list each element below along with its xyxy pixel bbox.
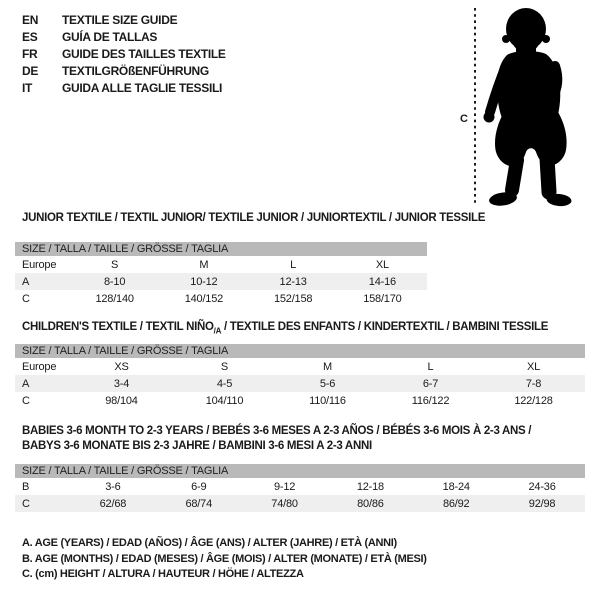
row-label: Europe	[22, 360, 57, 373]
table-row	[15, 358, 585, 375]
lang-label: TEXTILGRÖßENFÜHRUNG	[62, 64, 209, 78]
size-cell: 116/122	[411, 394, 450, 407]
size-cell: 68/74	[185, 497, 212, 510]
footnote-a: A. AGE (YEARS) / EDAD (AÑOS) / ÂGE (ANS) / ALTER (JAHRE) / ETÀ (ANNI)	[22, 537, 397, 549]
babies-section-title	[22, 424, 531, 454]
size-cell: 24-36	[528, 480, 556, 493]
size-cell: 14-16	[368, 275, 396, 288]
size-cell: S	[220, 360, 229, 373]
baby-ear-left	[502, 35, 510, 43]
lang-row-es	[22, 29, 226, 46]
table-row	[15, 392, 585, 409]
junior-size-table	[15, 242, 427, 307]
lang-row-it	[22, 80, 226, 97]
toddler-silhouette-icon	[460, 0, 600, 215]
babies-size-table	[15, 464, 585, 512]
legend-footnotes	[22, 536, 427, 583]
footnote-c: C. (cm) HEIGHT / ALTURA / HAUTEUR / HÖHE / ALTEZZA	[22, 568, 304, 580]
lang-label: GUÍA DE TALLAS	[62, 30, 158, 44]
size-cell: 110/116	[309, 394, 346, 407]
size-cell: 140/152	[184, 292, 224, 305]
table-row	[15, 375, 585, 392]
size-cell: 4-5	[216, 377, 233, 390]
size-cell: 10-12	[190, 275, 218, 288]
lang-code: IT	[22, 81, 33, 95]
babies-title-line1: BABIES 3-6 MONTH TO 2-3 YEARS / BEBÉS 3-6 MESES A 2-3 AÑOS / BÉBÉS 3-6 MOIS À 2-3 ANS /	[22, 425, 532, 437]
size-cell: 86/92	[442, 497, 470, 510]
baby-arm-right	[552, 66, 557, 98]
size-cell: M	[199, 258, 209, 271]
row-label: C	[22, 497, 30, 510]
size-cell: S	[111, 258, 119, 271]
size-cell: 158/170	[363, 292, 402, 305]
table-row	[15, 478, 585, 495]
size-cell: 12-13	[279, 275, 307, 288]
babies-title-line2: BABYS 3-6 MONATE BIS 2-3 JAHRE / BAMBINI 3-6 MESI A 2-3 ANNI	[22, 440, 372, 452]
baby-ear-right	[542, 35, 550, 43]
size-cell: 7-8	[525, 377, 542, 390]
row-label: A	[22, 377, 30, 390]
size-cell: 74/80	[271, 497, 298, 510]
row-label: A	[22, 275, 30, 288]
lang-row-fr	[22, 46, 226, 63]
size-cell: XS	[114, 360, 129, 373]
baby-leg-left	[512, 160, 517, 190]
language-header-block	[22, 12, 226, 97]
size-cell: 152/158	[273, 292, 313, 305]
baby-shorts	[495, 112, 567, 166]
size-cell: 128/140	[95, 292, 134, 305]
height-measure-label: C	[460, 113, 468, 125]
lang-code: ES	[22, 30, 38, 44]
lang-label: GUIDE DES TAILLES TEXTILE	[62, 47, 226, 61]
row-label: C	[22, 292, 30, 305]
size-cell: 6-9	[191, 480, 207, 493]
lang-code: EN	[22, 13, 39, 27]
footnote-b: B. AGE (MONTHS) / EDAD (MESES) / ÂGE (MOIS) / ALTER (MONATE) / ETÀ (MESI)	[22, 552, 427, 565]
table-row	[15, 290, 427, 307]
size-cell: 80/86	[357, 497, 384, 510]
size-cell: 104/110	[205, 394, 244, 407]
size-cell: 18-24	[442, 480, 470, 493]
children-title-post: / TEXTILE DES ENFANTS / KINDERTEXTIL / BAMBINI TESSILE	[221, 321, 549, 333]
size-cell: 5-6	[319, 377, 336, 390]
row-label: Europe	[22, 258, 57, 271]
size-cell: L	[290, 258, 297, 271]
size-cell: 62/68	[99, 497, 127, 510]
size-cell: 9-12	[273, 480, 296, 493]
baby-leg-right	[547, 158, 549, 192]
table-row	[15, 495, 585, 512]
size-cell: 122/128	[514, 394, 553, 407]
lang-code: FR	[22, 47, 38, 61]
size-cell: 98/104	[105, 394, 138, 407]
lang-row-de	[22, 63, 226, 80]
size-header-bar: SIZE / TALLA / TAILLE / GRÖSSE / TAGLIA	[15, 344, 585, 358]
size-cell: 3-4	[113, 377, 130, 390]
table-row	[15, 273, 427, 290]
junior-section-title: JUNIOR TEXTILE / TEXTIL JUNIOR/ TEXTILE JUNIOR / JUNIORTEXTIL / JUNIOR TESSILE	[22, 212, 486, 224]
lang-label: TEXTILE SIZE GUIDE	[62, 13, 178, 27]
children-section-title	[22, 320, 548, 338]
baby-hand-right	[545, 96, 556, 107]
baby-silhouette-shape	[484, 8, 572, 207]
toddler-figure	[460, 0, 600, 215]
baby-hand-left	[484, 112, 495, 123]
row-label: C	[22, 394, 30, 407]
lang-label: GUIDA ALLE TAGLIE TESSILI	[62, 81, 223, 95]
children-title-sub: /A	[213, 326, 222, 336]
size-header-bar: SIZE / TALLA / TAILLE / GRÖSSE / TAGLIA	[15, 464, 585, 478]
size-cell: XL	[375, 258, 389, 271]
size-cell: 8-10	[104, 275, 126, 288]
size-cell: L	[427, 360, 434, 373]
row-label: B	[22, 480, 30, 493]
size-cell: XL	[526, 360, 541, 373]
lang-row-en	[22, 12, 226, 29]
table-row	[15, 256, 427, 273]
size-cell: 3-6	[105, 480, 121, 493]
size-cell: 6-7	[422, 377, 439, 390]
size-cell: 92/98	[528, 497, 556, 510]
size-header-bar: SIZE / TALLA / TAILLE / GRÖSSE / TAGLIA	[15, 242, 427, 256]
lang-code: DE	[22, 64, 39, 78]
children-size-table	[15, 344, 585, 409]
size-cell: 12-18	[356, 480, 384, 493]
size-cell: M	[323, 360, 332, 373]
children-title-pre: CHILDREN'S TEXTILE / TEXTIL NIÑO	[22, 321, 214, 333]
